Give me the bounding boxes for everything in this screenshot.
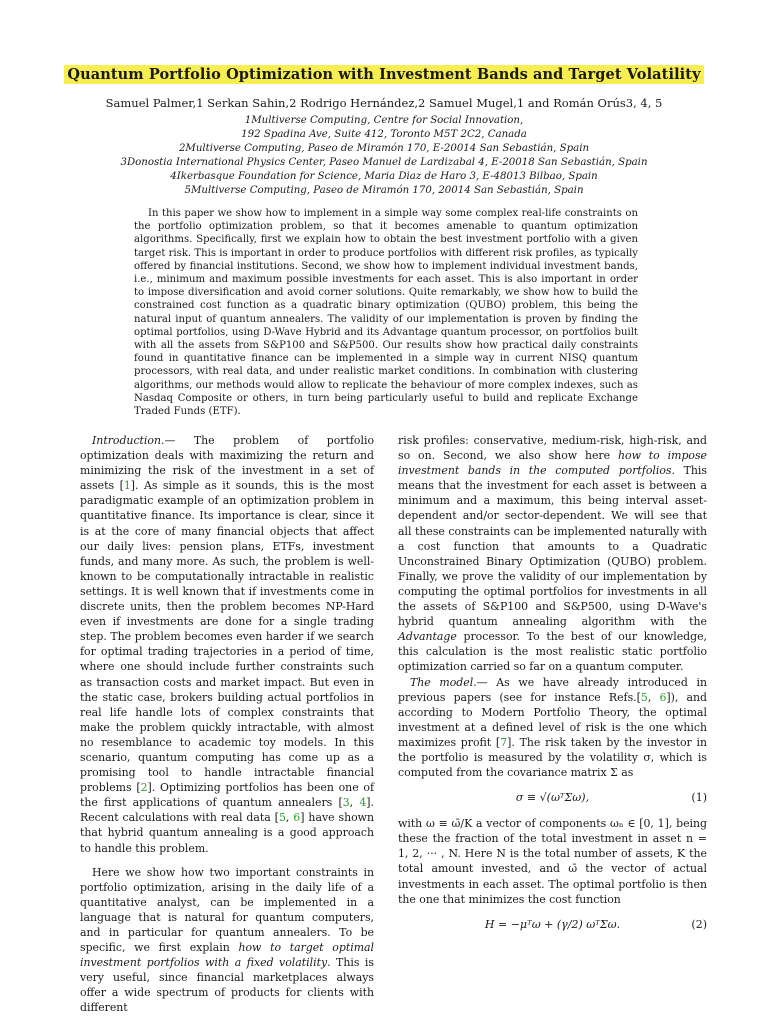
text-run: ,	[647, 690, 660, 704]
text-run: processor. To the best of our knowledge, this calculation is the most realistic static portfolio optimization carried so far on a quantum computer.	[398, 630, 707, 674]
citation-link[interactable]: 5	[278, 811, 286, 825]
text-run: ]. As simple as it sounds, this is the most paradigmatic example of an optimization problem in quantitative finance. Its importance is clear, since it is at the core of many financial objects that affect our daily lives: pension plans, ETFs, investment funds, and many more. As such, the problem is well-known to be computationally intractable in realistic settings. It is well known that if investments come in discrete units, then the problem becomes NP-Hard even if investments are done for a single trading step. The problem becomes even harder if we search for optimal trading trajectories in a period of time, where one should include further constraints such as transaction costs and market impact. But even in the static case, brokers building actual portfolios in real life handle lots of complex constraints that make the problem quickly intractable, with almost no resemblance to academic toy models. In this scenario, quantum computing has come up as a promising tool to handle intractable financial problems [	[80, 479, 374, 795]
text-run: ]), and according to Modern Portfolio Theory, the optimal investment at a defined level of risk is the one which maximizes profit [	[398, 690, 707, 749]
equation-2	[398, 913, 707, 937]
title-wrap	[0, 64, 768, 84]
citation-link[interactable]: 3	[342, 796, 350, 810]
text-run: . This is very useful, since financial marketplaces always offer a wide spectrum of products for clients with different	[80, 956, 374, 1015]
text-run: ]. Recent calculations with real data [	[80, 796, 374, 825]
model-paragraph	[398, 675, 707, 781]
affiliation-line: 4Ikerbasque Foundation for Science, Maria Diaz de Haro 3, E-48013 Bilbao, Spain	[170, 171, 598, 183]
equation-number: (2)	[691, 917, 707, 931]
body-paragraph: with ω ≡ ω̄/K a vector of components ωₙ ∈ [0, 1], being these the fraction of the total investment in asset n = 1, 2, ··· , N. Here N is the total number of assets, K the total amount invested, and ω̄ the vector of actual investments in each asset. The optimal portfolio is then the one that minimizes the cost function	[398, 817, 707, 906]
citation-link[interactable]: 2	[140, 781, 148, 795]
affiliations	[0, 114, 768, 199]
equation-formula: σ ≡ √(ωᵀΣω),	[515, 791, 590, 805]
affiliation-line: 3Donostia International Physics Center, Paseo Manuel de Lardizabal 4, E-20018 San Sebastián, Spain	[120, 157, 648, 169]
text-run: — The problem of portfolio optimization deals with maximizing the return and minimizing the risk of the investment in a set of assets [	[80, 434, 374, 493]
citation-link[interactable]: 6	[659, 690, 667, 704]
citation-link[interactable]: 1	[123, 479, 131, 493]
text-run: ,	[349, 796, 360, 810]
section-label-introduction: Introduction.	[92, 434, 165, 447]
citation-link[interactable]: 5	[640, 690, 648, 704]
equation-number: (1)	[691, 791, 707, 805]
text-run: ] have shown that hybrid quantum annealing is a good approach to handle this problem.	[80, 811, 374, 855]
emphasis-text: how to target optimal investment portfolios with a fixed volatility	[80, 941, 374, 970]
text-run: — As we have already introduced in previous papers (see for instance Refs.[	[398, 675, 707, 704]
section-label-model: The model.	[410, 675, 477, 689]
text-run: risk profiles: conservative, medium-risk, high-risk, and so on. Second, we also show here	[398, 434, 707, 463]
emphasis-text: how to impose investment bands in the computed portfolios	[398, 449, 708, 478]
affiliation-line: 192 Spadina Ave, Suite 412, Toronto M5T 2C2, Canada	[241, 129, 527, 141]
affiliation-line: 5Multiverse Computing, Paseo de Miramón 170, 20014 San Sebastián, Spain	[184, 185, 584, 197]
affiliation-line: 2Multiverse Computing, Paseo de Miramón 170, E-20014 San Sebastián, Spain	[178, 143, 590, 155]
citation-link[interactable]: 6	[293, 811, 301, 825]
paper-title: Quantum Portfolio Optimization with Investment Bands and Target Volatility	[64, 65, 703, 84]
right-column	[398, 433, 707, 943]
text-run: ,	[285, 811, 294, 825]
equation-1	[398, 786, 707, 810]
emphasis-text: Advantage	[398, 630, 457, 644]
text-run: Here we show how two important constraints in portfolio optimization, arising in the daily life of a quantitative analyst, can be implemented in a language that is natural for quantum computers, and in particular for quantum annealers. To be specific, we first explain	[80, 865, 374, 955]
affiliation-line: 1Multiverse Computing, Centre for Social Innovation,	[244, 115, 524, 126]
equation-formula: H = −μᵀω + (γ/2) ωᵀΣω.	[484, 917, 621, 931]
citation-link[interactable]: 4	[359, 796, 367, 810]
citation-link[interactable]: 7	[500, 735, 508, 749]
text-run: . This means that the investment for each asset is between a minimum and a maximum, this being interval asset-dependent and/or sector-dependent. We will see that all these constraints can be implemented naturally with a cost function that amounts to a Quadratic Unconstrained Binary Optimization (QUBO) problem. Finally, we prove the validity of our implementation by computing the optimal portfolios for investments in all the assets of S&P100 and S&P500, using D-Wave's hybrid quantum annealing algorithm with the	[398, 464, 707, 629]
abstract: In this paper we show how to implement in a simple way some complex real-life constraints on the portfolio optimization problem, so that it becomes amenable to quantum optimization algorithms. Specifically, first we explain how to obtain the best investment portfolio with a given target risk. This is important in order to produce portfolios with different risk profiles, as typically offered by financial institutions. Second, we show how to implement individual investment bands, i.e., minimum and maximum possible investments for each asset. This is also important in order to impose diversification and avoid corner solutions. Quite remarkably, we show how to build the constrained cost function as a quadratic binary optimization (QUBO) problem, this being the natural input of quantum annealers. The validity of our implementation is proven by finding the optimal portfolios, using D-Wave Hybrid and its Advantage quantum processor, on portfolios built with all the assets from S&P100 and S&P500. Our results show how practical daily constraints found in quantitative finance can be implemented in a simple way in current NISQ quantum processors, with real data, and under realistic market conditions. In combination with clustering algorithms, our methods would allow to replicate the behaviour of more complex indexes, such as Nasdaq Composite or others, in turn being particularly useful to build and replicate Exchange Traded Funds (ETF).	[134, 208, 638, 418]
text-run: ]. Optimizing portfolios has been one of the first applications of quantum annealers [	[80, 781, 374, 810]
body-paragraph	[398, 433, 707, 675]
text-run: ]. The risk taken by the investor in the portfolio is measured by the volatility σ, which is computed from the covariance matrix Σ as	[398, 735, 707, 780]
left-column	[80, 433, 374, 1016]
body-paragraph	[80, 865, 374, 1016]
intro-paragraph	[80, 433, 374, 856]
author-list: Samuel Palmer,1 Serkan Sahin,2 Rodrigo Hernández,2 Samuel Mugel,1 and Román Orús3, 4, 5	[105, 96, 663, 110]
